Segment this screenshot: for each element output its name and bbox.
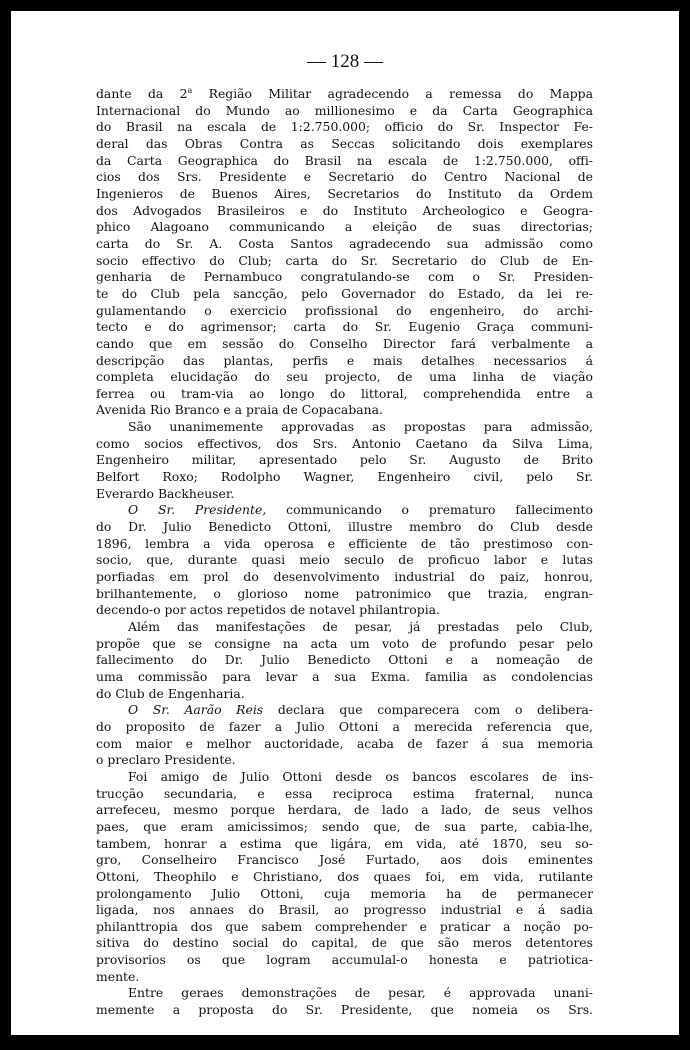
text-line: [96, 353, 593, 370]
line-text: socio, que, durante quasi meio seculo de proficuo labor e lutas: [96, 552, 593, 568]
text-line: [96, 852, 593, 869]
paragraph: [96, 702, 593, 769]
text-line: [96, 253, 593, 270]
line-text: brilhantemente, o glorioso nome patronimico que trazia, engran-: [96, 585, 593, 601]
line-text: Internacional do Mundo ao millionesimo e da Carta Geographica: [96, 102, 593, 118]
text-line: [96, 369, 593, 386]
text-line: [96, 169, 593, 186]
line-text: sitiva do destino social do capital, de que são meros detentores: [96, 935, 593, 951]
text-line: [96, 769, 593, 786]
text-line: [96, 802, 593, 819]
line-text: memente a proposta do Sr. Presidente, que nomeia os Srs.: [96, 1002, 593, 1018]
text-line: [96, 669, 593, 686]
text-line: [96, 869, 593, 886]
text-line: [96, 636, 593, 653]
line-text: o preclaro Presidente.: [96, 752, 236, 768]
text-line: [96, 786, 593, 803]
text-line: [96, 819, 593, 836]
text-line: [96, 386, 593, 403]
text-line: [96, 952, 593, 969]
line-text: fallecimento do Dr. Julio Benedicto Ottoni e a nomeação de: [96, 652, 593, 668]
line-text: socio effectivo do Club; carta do Sr. Secretario do Club de En-: [96, 252, 593, 268]
line-text: mente.: [96, 968, 140, 984]
line-text: cios dos Srs. Presidente e Secretario do Centro Nacional de: [96, 169, 593, 185]
line-text: tecto e do agrimensor; carta do Sr. Eugenio Graça communi-: [96, 319, 593, 335]
text-line: [96, 552, 593, 569]
text-line: [96, 902, 593, 919]
text-line: [96, 985, 593, 1002]
paragraph: [96, 502, 593, 619]
line-text: prolongamento Julio Ottoni, cuja memoria ha de permanecer: [96, 885, 593, 901]
text-line: [96, 86, 593, 103]
text-line: [96, 119, 593, 136]
line-text: carta do Sr. A. Costa Santos agradecendo sua admissão como: [96, 235, 593, 251]
text-line: [96, 602, 593, 619]
line-text: phico Alagoano communicando a eleição de suas directorias;: [96, 219, 593, 235]
paragraph: [96, 985, 593, 1018]
line-text: provisorios os que logram accumulal-o honesta e patriotica-: [96, 952, 593, 968]
line-text: arrefeceu, mesmo porque herdara, de lado a lado, de seus velhos: [96, 802, 593, 818]
line-text: Engenheiro militar, apresentado pelo Sr. Augusto de Brito: [96, 452, 593, 468]
line-text: Avenida Rio Branco e a praia de Copacabana.: [96, 402, 383, 418]
page-number: — 128 —: [307, 51, 383, 72]
line-text: Ingenieros de Buenos Aires, Secretarios do Instituto da Ordem: [96, 185, 593, 201]
line-text: te do Club pela sancção, pelo Governador do Estado, da lei re-: [96, 285, 593, 301]
line-text: decendo-o por actos repetidos de notavel philantropia.: [96, 602, 440, 618]
speaker-name: O Sr. Presidente,: [128, 502, 267, 518]
text-line: [96, 886, 593, 903]
line-text: propõe que se consigne na acta um voto de profundo pesar pelo: [96, 635, 593, 651]
line-text: Foi amigo de Julio Ottoni desde os bancos escolares de ins-: [128, 768, 593, 784]
line-text: paes, que eram amicissimos; sendo que, de sua parte, cabia-lhe,: [96, 818, 593, 834]
text-line: [96, 752, 593, 769]
paragraph: [96, 86, 593, 419]
line-text: descripção das plantas, perfis e mais detalhes necessarios á: [96, 352, 593, 368]
line-text: do Dr. Julio Benedicto Ottoni, illustre membro do Club desde: [96, 519, 593, 535]
line-text: do proposito de fazer a Julio Ottoni a merecida referencia que,: [96, 718, 593, 734]
text-line: [96, 336, 593, 353]
line-text: gulamentando o exercicio profissional do engenheiro, do archi-: [96, 302, 593, 318]
body-text: [96, 86, 593, 1019]
text-line: [96, 1002, 593, 1019]
line-text: Everardo Backheuser.: [96, 485, 235, 501]
document-page: [11, 11, 679, 1035]
text-line: [96, 186, 593, 203]
text-line: [96, 236, 593, 253]
line-text: completa elucidação do seu projecto, de uma linha de viação: [96, 369, 593, 385]
line-text: ligada, nos annaes do Brasil, ao progresso industrial e á sadia: [96, 902, 593, 918]
text-line: [96, 935, 593, 952]
text-line: [96, 969, 593, 986]
text-line: [96, 469, 593, 486]
paragraph: [96, 769, 593, 986]
text-line: [96, 402, 593, 419]
text-line: [96, 586, 593, 603]
text-line: [96, 303, 593, 320]
text-line: [96, 153, 593, 170]
text-line: [96, 436, 593, 453]
text-line: [96, 719, 593, 736]
text-line: [96, 519, 593, 536]
line-text: Entre geraes demonstrações de pesar, é approvada unani-: [128, 985, 593, 1001]
text-line: [96, 319, 593, 336]
line-text: 1896, lembra a vida operosa e efficiente de tão prestimoso con-: [96, 535, 593, 551]
line-text: Ottoni, Theophilo e Christiano, dos quaes foi, em vida, rutilante: [96, 868, 593, 884]
text-line: [96, 103, 593, 120]
line-text: Além das manifestações de pesar, já prestadas pelo Club,: [128, 619, 593, 634]
text-line: [96, 736, 593, 753]
line-text: da Carta Geographica do Brasil na escala de 1:2.750.000, offi-: [96, 152, 593, 168]
line-text: uma commissão para levar a sua Exma. familia as condolencias: [96, 668, 593, 684]
line-text: com maior e melhor auctoridade, acaba de fazer á sua memoria: [96, 735, 593, 751]
line-text: do Club de Engenharia.: [96, 685, 245, 701]
line-text: porfiadas em prol do desenvolvimento industrial do paiz, honrou,: [96, 569, 593, 585]
line-text: philanttropia dos que sabem comprehender e praticar a noção po-: [96, 918, 593, 934]
line-text: ferrea ou tram-via ao longo do littoral, comprehendida entre a: [96, 385, 593, 401]
text-line: [96, 686, 593, 703]
text-line: [96, 419, 593, 436]
line-text: do Brasil na escala de 1:2.750.000; officio do Sr. Inspector Fe-: [96, 119, 593, 135]
line-text: genharia de Pernambuco congratulando-se com o Sr. Presiden-: [96, 269, 593, 285]
paragraph: [96, 619, 593, 702]
speaker-name: O Sr. Aarão Reis: [128, 702, 264, 718]
line-text: tambem, honrar a estima que ligára, em vida, até 1870, seu so-: [96, 835, 593, 851]
paragraph: [96, 419, 593, 502]
text-line: [96, 569, 593, 586]
line-text: trucção secundaria, e essa reciproca estima fraternal, nunca: [96, 785, 593, 801]
line-text: dos Advogados Brasileiros e do Instituto Archeologico e Geogra-: [96, 202, 593, 218]
text-line: [96, 836, 593, 853]
line-text: São unanimemente approvadas as propostas para admissão,: [128, 419, 593, 435]
text-line: [96, 919, 593, 936]
text-line: [96, 652, 593, 669]
line-text: como socios effectivos, dos Srs. Antonio Caetano da Silva Lima,: [96, 435, 593, 451]
line-text: cando que em sessão do Conselho Director fará verbalmente a: [96, 335, 593, 351]
text-line: [96, 286, 593, 303]
text-line: [96, 486, 593, 503]
text-line: [96, 452, 593, 469]
line-text: gro, Conselheiro Francisco José Furtado, aos dois eminentes: [96, 852, 593, 868]
text-line: [96, 269, 593, 286]
text-line: [96, 219, 593, 236]
text-line: [96, 702, 593, 719]
text-line: [96, 502, 593, 519]
text-line: [96, 203, 593, 220]
text-line: [96, 619, 593, 636]
line-text: deral das Obras Contra as Seccas solicitando dois exemplares: [96, 135, 593, 151]
line-text: declara que comparecera com o delibera-: [263, 702, 593, 718]
text-line: [96, 536, 593, 553]
line-text: Belfort Roxo; Rodolpho Wagner, Engenheiro civil, pelo Sr.: [96, 469, 593, 485]
text-line: [96, 136, 593, 153]
line-text: dante da 2$^a$ Região Militar agradecendo a remessa do Mappa: [96, 86, 593, 101]
line-text: communicando o prematuro fallecimento: [266, 502, 593, 518]
